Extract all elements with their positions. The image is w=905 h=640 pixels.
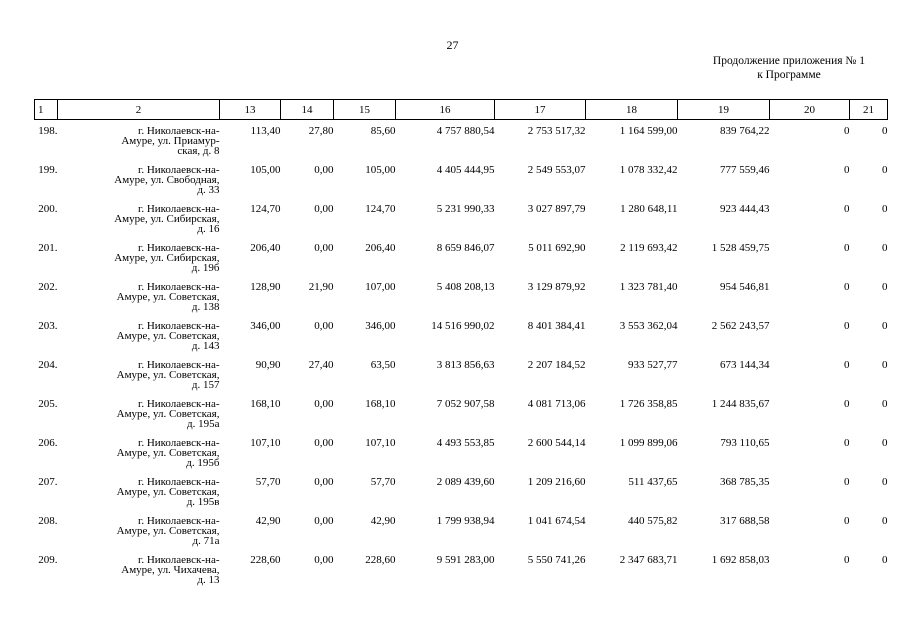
- address-line: г. Николаевск-на-: [138, 281, 220, 293]
- value-cell-col-16: 4 493 553,85: [436, 437, 495, 449]
- address-line: Амуре, ул. Советская,: [116, 408, 220, 420]
- address-cell: [58, 399, 220, 438]
- value-cell-col-21: 0: [882, 203, 888, 215]
- value-cell-col-19: 368 785,35: [720, 476, 770, 488]
- address-line: Амуре, ул. Советская,: [116, 369, 220, 381]
- row-number: 199.: [38, 164, 58, 176]
- address-line: Амуре, ул. Советская,: [116, 330, 220, 342]
- row-number: 208.: [38, 515, 58, 527]
- address-line: г. Николаевск-на-: [138, 437, 220, 449]
- value-cell-col-14: 0,00: [314, 476, 334, 488]
- col-header-14: 14: [281, 100, 334, 120]
- address-line: г. Николаевск-на-: [138, 242, 220, 254]
- header-row: [35, 100, 888, 120]
- value-cell-col-14: 27,80: [308, 125, 334, 137]
- value-cell-col-16: 2 089 439,60: [436, 476, 495, 488]
- row-number: 206.: [38, 437, 58, 449]
- value-cell-col-15: 57,70: [370, 476, 396, 488]
- value-cell-col-13: 90,90: [255, 359, 281, 371]
- col-header-13: 13: [220, 100, 281, 120]
- value-cell-col-20: 0: [844, 281, 850, 293]
- value-cell-col-21: 0: [882, 242, 888, 254]
- address-line: д. 157: [191, 379, 220, 391]
- value-cell-col-17: 3 027 897,79: [527, 203, 586, 215]
- value-cell-col-20: 0: [844, 476, 850, 488]
- value-cell-col-16: 14 516 990,02: [431, 320, 495, 332]
- row-number: 200.: [38, 203, 58, 215]
- value-cell-col-14: 21,90: [308, 281, 334, 293]
- row-number: 205.: [38, 398, 58, 410]
- value-cell-col-20: 0: [844, 437, 850, 449]
- value-cell-col-20: 0: [844, 125, 850, 137]
- value-cell-col-21: 0: [882, 320, 888, 332]
- value-cell-col-17: 3 129 879,92: [527, 281, 586, 293]
- address-cell: [58, 282, 220, 321]
- value-cell-col-21: 0: [882, 359, 888, 371]
- address-line: д. 143: [191, 340, 220, 352]
- value-cell-col-15: 107,00: [365, 281, 396, 293]
- value-cell-col-19: 954 546,81: [720, 281, 770, 293]
- address-cell: [58, 165, 220, 204]
- value-cell-col-14: 0,00: [314, 398, 334, 410]
- value-cell-col-16: 7 052 907,58: [436, 398, 495, 410]
- value-cell-col-19: 1 692 858,03: [711, 554, 770, 566]
- value-cell-col-15: 346,00: [365, 320, 396, 332]
- value-cell-col-21: 0: [882, 476, 888, 488]
- value-cell-col-20: 0: [844, 164, 850, 176]
- col-header-21: 21: [850, 100, 888, 120]
- value-cell-col-19: 673 144,34: [720, 359, 770, 371]
- table-row: [35, 360, 888, 399]
- col-header-1: 1: [35, 100, 58, 120]
- value-cell-col-18: 2 119 693,42: [620, 242, 678, 254]
- value-cell-col-18: 3 553 362,04: [619, 320, 678, 332]
- table-row: [35, 126, 888, 165]
- value-cell-col-19: 793 110,65: [720, 437, 770, 449]
- value-cell-col-19: 317 688,58: [720, 515, 770, 527]
- value-cell-col-15: 105,00: [365, 164, 396, 176]
- col-header-19: 19: [678, 100, 770, 120]
- value-cell-col-14: 0,00: [314, 164, 334, 176]
- address-line: г. Николаевск-на-: [138, 554, 220, 566]
- address-line: д. 71а: [192, 535, 220, 547]
- value-cell-col-14: 0,00: [314, 242, 334, 254]
- value-cell-col-16: 1 799 938,94: [436, 515, 495, 527]
- address-line: Амуре, ул. Сибирская,: [114, 213, 220, 225]
- address-line: г. Николаевск-на-: [138, 320, 220, 332]
- value-cell-col-13: 228,60: [250, 554, 281, 566]
- page-number: 27: [446, 38, 459, 52]
- address-cell: [58, 555, 220, 594]
- value-cell-col-21: 0: [882, 164, 888, 176]
- col-header-20: 20: [770, 100, 850, 120]
- value-cell-col-18: 933 527,77: [628, 359, 678, 371]
- value-cell-col-13: 128,90: [250, 281, 281, 293]
- value-cell-col-13: 105,00: [250, 164, 281, 176]
- value-cell-col-14: 0,00: [314, 320, 334, 332]
- address-cell: [58, 516, 220, 555]
- value-cell-col-18: 1 164 599,00: [619, 125, 678, 137]
- value-cell-col-15: 228,60: [365, 554, 396, 566]
- table-row: [35, 321, 888, 360]
- value-cell-col-21: 0: [882, 515, 888, 527]
- address-line: г. Николаевск-на-: [138, 476, 220, 488]
- value-cell-col-18: 2 347 683,71: [619, 554, 678, 566]
- table-row: [35, 477, 888, 516]
- value-cell-col-15: 107,10: [365, 437, 396, 449]
- address-line: Амуре, ул. Советская,: [116, 291, 220, 303]
- row-number: 201.: [38, 242, 58, 254]
- row-number: 207.: [38, 476, 58, 488]
- table-row: [35, 438, 888, 477]
- value-cell-col-17: 8 401 384,41: [527, 320, 586, 332]
- address-cell: [58, 477, 220, 516]
- value-cell-col-18: 1 726 358,85: [619, 398, 678, 410]
- address-line: д. 33: [197, 184, 220, 196]
- value-cell-col-16: 5 231 990,33: [436, 203, 495, 215]
- value-cell-col-13: 107,10: [250, 437, 281, 449]
- value-cell-col-16: 3 813 856,63: [436, 359, 495, 371]
- value-cell-col-15: 206,40: [365, 242, 396, 254]
- address-line: г. Николаевск-на-: [138, 125, 220, 137]
- value-cell-col-21: 0: [882, 398, 888, 410]
- row-number: 204.: [38, 359, 58, 371]
- value-cell-col-17: 5 011 692,90: [528, 242, 586, 254]
- address-line: г. Николаевск-на-: [138, 203, 220, 215]
- value-cell-col-16: 4 405 444,95: [436, 164, 495, 176]
- col-header-18: 18: [586, 100, 678, 120]
- value-cell-col-13: 57,70: [255, 476, 281, 488]
- col-header-16: 16: [396, 100, 495, 120]
- value-cell-col-21: 0: [882, 437, 888, 449]
- value-cell-col-21: 0: [882, 281, 888, 293]
- value-cell-col-15: 42,90: [370, 515, 396, 527]
- value-cell-col-19: 923 444,43: [720, 203, 770, 215]
- address-line: г. Николаевск-на-: [138, 164, 220, 176]
- value-cell-col-13: 168,10: [250, 398, 281, 410]
- value-cell-col-19: 2 562 243,57: [711, 320, 770, 332]
- address-line: д. 13: [197, 574, 220, 586]
- value-cell-col-13: 113,40: [250, 125, 281, 137]
- value-cell-col-19: 777 559,46: [720, 164, 770, 176]
- table-row: [35, 516, 888, 555]
- row-number: 198.: [38, 125, 58, 137]
- value-cell-col-20: 0: [844, 359, 850, 371]
- address-line: Амуре, ул. Чихачева,: [121, 564, 220, 576]
- value-cell-col-16: 4 757 880,54: [436, 125, 495, 137]
- value-cell-col-14: 0,00: [314, 203, 334, 215]
- value-cell-col-18: 1 078 332,42: [619, 164, 678, 176]
- address-line: ская, д. 8: [177, 145, 220, 157]
- value-cell-col-14: 0,00: [314, 437, 334, 449]
- table-row: [35, 282, 888, 321]
- address-line: г. Николаевск-на-: [138, 398, 220, 410]
- value-cell-col-20: 0: [844, 515, 850, 527]
- value-cell-col-17: 1 041 674,54: [527, 515, 586, 527]
- value-cell-col-16: 9 591 283,00: [436, 554, 495, 566]
- continuation-line-1: Продолжение приложения № 1: [712, 55, 865, 67]
- table-row: [35, 204, 888, 243]
- address-cell: [58, 126, 220, 165]
- address-line: Амуре, ул. Сибирская,: [114, 252, 220, 264]
- continuation-line-2: к Программе: [757, 69, 821, 81]
- address-line: г. Николаевск-на-: [138, 359, 220, 371]
- value-cell-col-16: 5 408 208,13: [436, 281, 495, 293]
- value-cell-col-15: 63,50: [370, 359, 396, 371]
- value-cell-col-20: 0: [844, 554, 850, 566]
- row-number: 203.: [38, 320, 58, 332]
- address-cell: [58, 360, 220, 399]
- value-cell-col-18: 1 099 899,06: [619, 437, 678, 449]
- address-line: г. Николаевск-на-: [138, 515, 220, 527]
- value-cell-col-20: 0: [844, 203, 850, 215]
- value-cell-col-19: 1 528 459,75: [711, 242, 770, 254]
- row-number: 202.: [38, 281, 58, 293]
- table-row: [35, 243, 888, 282]
- value-cell-col-18: 511 437,65: [628, 476, 678, 488]
- value-cell-col-17: 2 600 544,14: [527, 437, 586, 449]
- value-cell-col-13: 206,40: [250, 242, 281, 254]
- value-cell-col-15: 168,10: [365, 398, 396, 410]
- address-line: Амуре, ул. Советская,: [116, 486, 220, 498]
- address-line: д. 19б: [191, 262, 220, 274]
- value-cell-col-21: 0: [882, 554, 888, 566]
- value-cell-col-20: 0: [844, 398, 850, 410]
- value-cell-col-17: 5 550 741,26: [527, 554, 586, 566]
- address-cell: [58, 438, 220, 477]
- value-cell-col-18: 440 575,82: [628, 515, 678, 527]
- col-header-15: 15: [334, 100, 396, 120]
- value-cell-col-15: 124,70: [365, 203, 396, 215]
- value-cell-col-18: 1 280 648,11: [620, 203, 678, 215]
- address-line: Амуре, ул. Приамур-: [121, 135, 220, 147]
- value-cell-col-17: 2 549 553,07: [527, 164, 586, 176]
- value-cell-col-13: 124,70: [250, 203, 281, 215]
- col-header-17: 17: [495, 100, 586, 120]
- address-line: д. 16: [197, 223, 220, 235]
- address-line: д. 195б: [186, 457, 220, 469]
- value-cell-col-14: 27,40: [308, 359, 334, 371]
- table-row: [35, 555, 888, 594]
- address-line: д. 195а: [187, 418, 220, 430]
- address-cell: [58, 321, 220, 360]
- table-row: [35, 165, 888, 204]
- value-cell-col-17: 1 209 216,60: [527, 476, 586, 488]
- address-line: д. 195в: [186, 496, 220, 508]
- address-line: Амуре, ул. Свободная,: [114, 174, 220, 186]
- value-cell-col-20: 0: [844, 242, 850, 254]
- value-cell-col-17: 2 207 184,52: [527, 359, 586, 371]
- address-line: Амуре, ул. Советская,: [116, 447, 220, 459]
- value-cell-col-19: 839 764,22: [720, 125, 770, 137]
- value-cell-col-18: 1 323 781,40: [619, 281, 678, 293]
- value-cell-col-19: 1 244 835,67: [711, 398, 770, 410]
- address-cell: [58, 204, 220, 243]
- row-number: 209.: [38, 554, 58, 566]
- value-cell-col-13: 42,90: [255, 515, 281, 527]
- value-cell-col-13: 346,00: [250, 320, 281, 332]
- address-line: Амуре, ул. Советская,: [116, 525, 220, 537]
- continuation-heading: [713, 54, 865, 82]
- value-cell-col-17: 2 753 517,32: [527, 125, 586, 137]
- value-cell-col-17: 4 081 713,06: [527, 398, 586, 410]
- value-cell-col-16: 8 659 846,07: [436, 242, 495, 254]
- value-cell-col-15: 85,60: [370, 125, 396, 137]
- value-cell-col-20: 0: [844, 320, 850, 332]
- value-cell-col-21: 0: [882, 125, 888, 137]
- col-header-2: 2: [58, 100, 220, 120]
- address-line: д. 138: [191, 301, 220, 313]
- data-table: [34, 99, 888, 594]
- value-cell-col-14: 0,00: [314, 554, 334, 566]
- table-row: [35, 399, 888, 438]
- value-cell-col-14: 0,00: [314, 515, 334, 527]
- address-cell: [58, 243, 220, 282]
